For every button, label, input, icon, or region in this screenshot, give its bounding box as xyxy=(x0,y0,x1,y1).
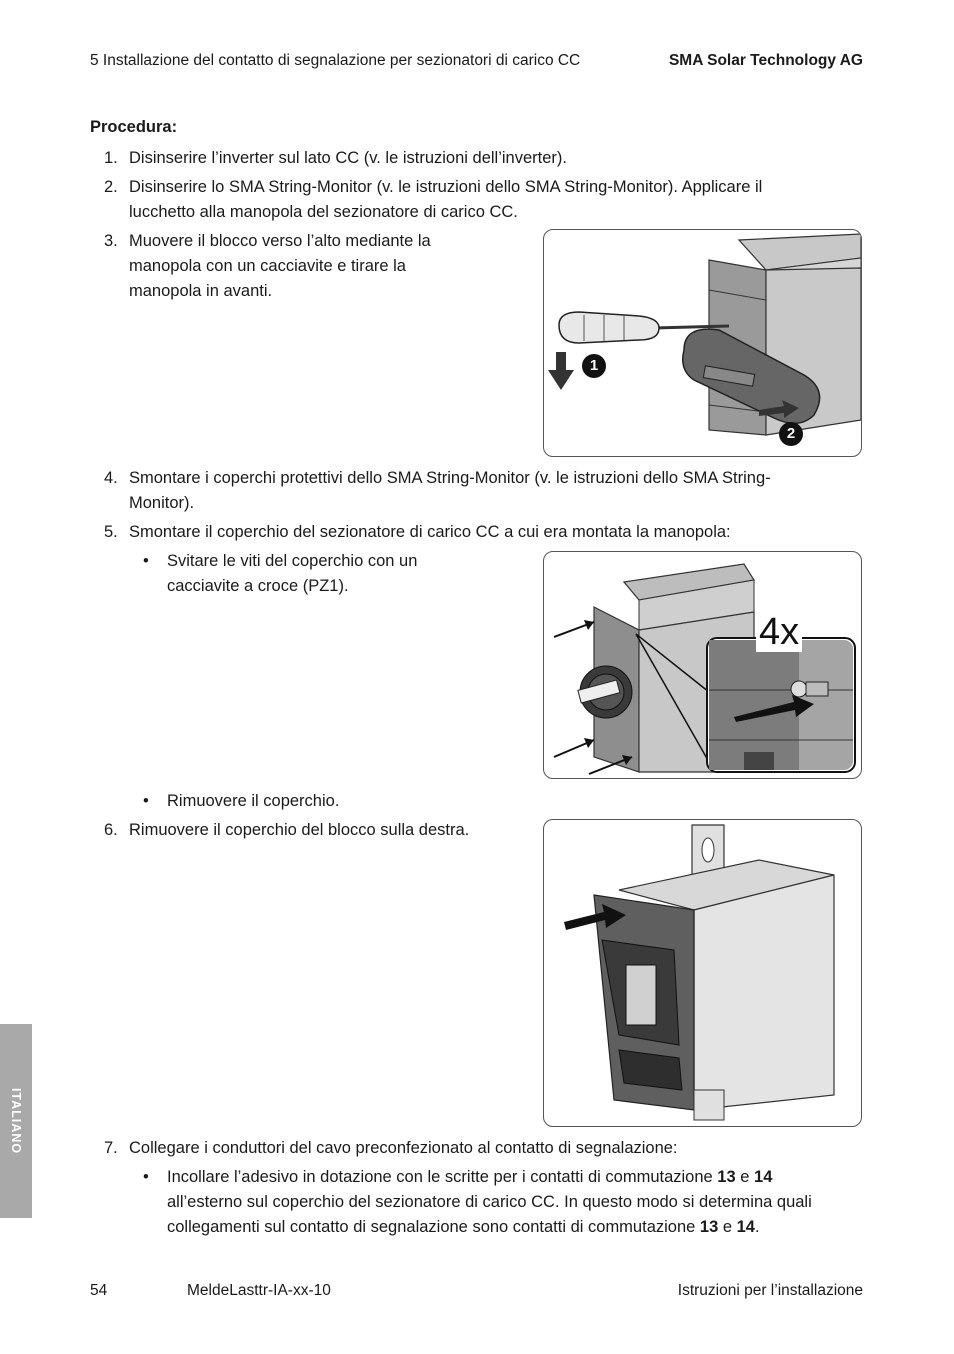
step-text: Disinserire l’inverter sul lato CC (v. le istruzioni dell’inverter). xyxy=(129,149,567,167)
running-header-company: SMA Solar Technology AG xyxy=(668,52,863,69)
bullet-apply-sticker: • Incollare l’adesivo in dotazione con le scritte per i contatti di commutazione 13 e 14 all’esterno sul coperchio del sezionatore di carico CC. In questo modo si determina quali collegamenti sul contatto di segnalazione sono contatti di commutazione 13 e 14. xyxy=(143,1165,812,1240)
document-code: MeldeLasttr-IA-xx-10 xyxy=(187,1282,331,1299)
document-title: Istruzioni per l’installazione xyxy=(677,1282,863,1299)
step-7 xyxy=(104,1136,678,1161)
step-1 xyxy=(104,146,567,171)
bullet-unscrew-cover: • Svitare le viti del coperchio con un cacciavite a croce (PZ1). xyxy=(143,549,417,599)
step-text: Muovere il blocco verso l’alto mediante la manopola con un cacciavite e tirare la manopola in avanti. xyxy=(129,232,431,300)
step-number: 7. xyxy=(104,1139,118,1157)
running-header-section: 5 Installazione del contatto di segnalazione per sezionatori di carico CC xyxy=(90,52,581,69)
step-2 xyxy=(104,175,762,225)
step-4 xyxy=(104,466,771,516)
step-text: Smontare i coperchi protettivi dello SMA String-Monitor (v. le istruzioni dello SMA String- Monitor). xyxy=(129,469,771,512)
step-number: 1. xyxy=(104,149,118,167)
step-text: Rimuovere il coperchio del blocco sulla destra. xyxy=(129,821,470,839)
bullet-remove-cover: • Rimuovere il coperchio. xyxy=(143,789,339,814)
step-5 xyxy=(104,520,731,545)
procedure-label: Procedura: xyxy=(90,118,178,136)
step-text: Collegare i conduttori del cavo preconfezionato al contatto di segnalazione: xyxy=(129,1139,678,1157)
bullet-text: Svitare le viti del coperchio con un cacciavite a croce (PZ1). xyxy=(167,552,418,595)
figure-block-cover xyxy=(543,819,862,1127)
language-label: ITALIANO xyxy=(9,1087,23,1155)
step-text: Disinserire lo SMA String-Monitor (v. le istruzioni dello SMA String-Monitor). Applicare il lucchetto alla manopola del sezionatore di carico CC. xyxy=(129,178,763,221)
quantity-label: 4x xyxy=(756,612,802,652)
step-text: Smontare il coperchio del sezionatore di carico CC a cui era montata la manopola: xyxy=(129,523,731,541)
step-number: 6. xyxy=(104,821,118,839)
step-number: 2. xyxy=(104,178,118,196)
callout-badge-1: 1 xyxy=(582,354,606,378)
bullet-text: Rimuovere il coperchio. xyxy=(167,792,340,810)
figure-cover-screws xyxy=(543,551,862,779)
step-3 xyxy=(104,229,431,304)
page-number: 54 xyxy=(90,1282,108,1299)
step-6 xyxy=(104,818,469,843)
step-number: 3. xyxy=(104,232,118,250)
step-number: 5. xyxy=(104,523,118,541)
step-number: 4. xyxy=(104,469,118,487)
bullet-text: Incollare l’adesivo in dotazione con le scritte per i contatti di commutazione 13 e 14 all’esterno sul coperchio del sezionatore di carico CC. In questo modo si determina quali collegamenti sul contatto di segnalazione sono contatti di commutazione 13 e 14. xyxy=(167,1168,812,1236)
figure-handle-removal xyxy=(543,229,862,457)
callout-badge-2: 2 xyxy=(779,422,803,446)
language-side-tab xyxy=(0,1024,32,1218)
